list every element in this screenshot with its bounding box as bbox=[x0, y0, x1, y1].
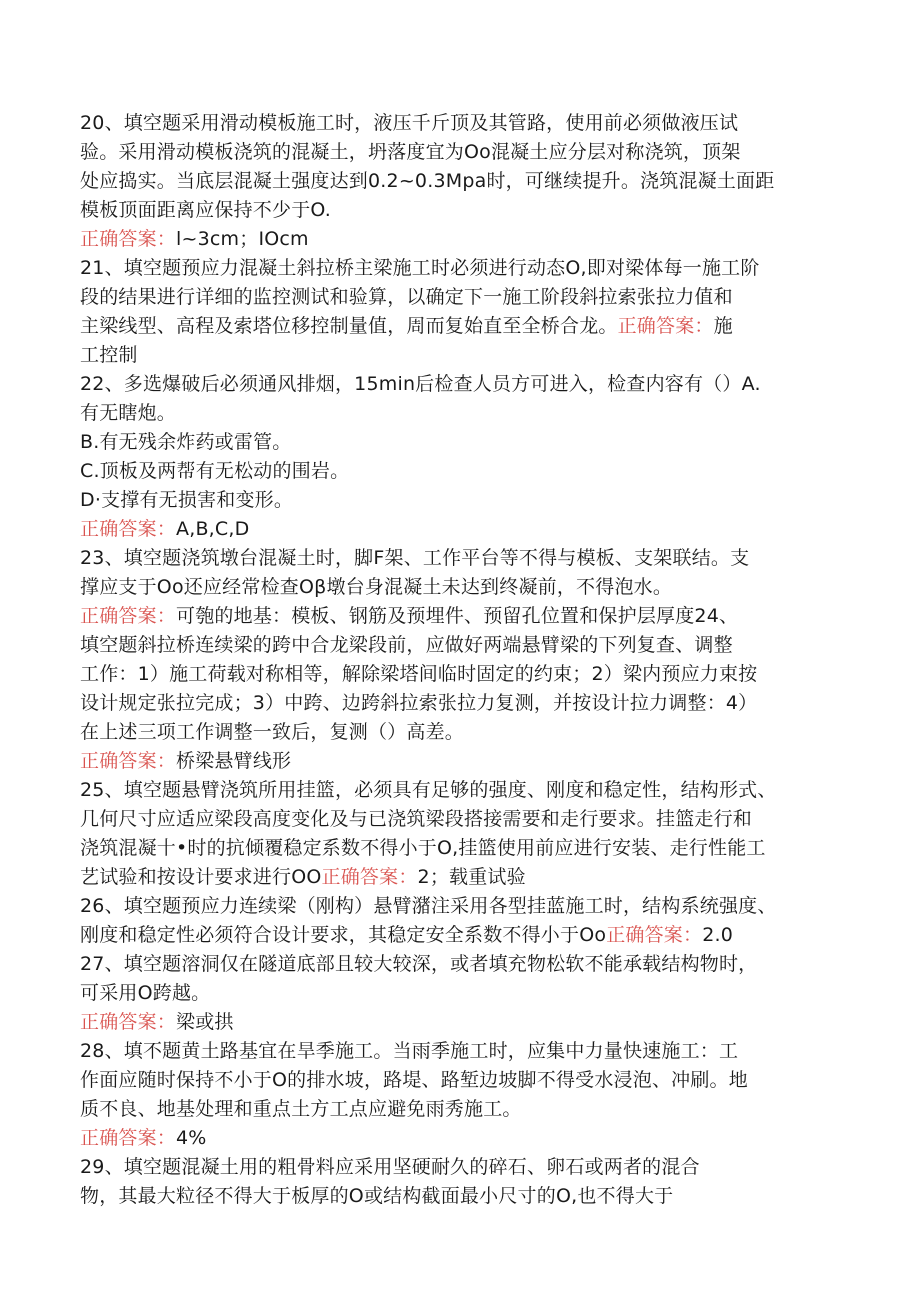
text-line: 在上述三项工作调整一致后，复测（）高差。 bbox=[80, 721, 465, 743]
answer-value: 2.0 bbox=[702, 924, 734, 946]
text-line: 设计规定张拉完成；3）中跨、边跨斜拉索张拉力复测，并按设计拉力调整：4） bbox=[80, 692, 758, 714]
text-line: 几何尺寸应适应梁段高度变化及与已浇筑梁段搭接需要和走行要求。挂篮走行和 bbox=[80, 808, 753, 830]
answer-line bbox=[80, 1123, 207, 1153]
text-line bbox=[80, 311, 733, 341]
answer-line bbox=[80, 514, 249, 544]
option-line: B.有无残余炸药或雷管。 bbox=[80, 431, 292, 453]
answer-label: 正确答案： bbox=[80, 1011, 177, 1033]
answer-line bbox=[80, 1007, 234, 1037]
text-line: 28、填不题黄土路基宜在旱季施工。当雨季施工时，应集中力量快速施工：工 bbox=[80, 1040, 739, 1062]
text-line: 25、填空题悬臂浇筑所用挂篮，必须具有足够的强度、刚度和稳定性，结构形式、 bbox=[80, 779, 777, 801]
text-line: 23、填空题浇筑墩台混凝土时，脚F架、工作平台等不得与模板、支架联结。支 bbox=[80, 547, 750, 569]
answer-label: 正确答案： bbox=[617, 315, 714, 337]
question-text: 刚度和稳定性必须符合设计要求，其稳定安全系数不得小于Oo bbox=[80, 924, 607, 946]
answer-value: l~3cm；IOcm bbox=[176, 228, 309, 250]
text-line: 21、填空题预应力混凝土斜拉桥主梁施工时必须进行动态O,即对梁体每一施工阶 bbox=[80, 257, 760, 279]
text-line bbox=[80, 920, 733, 950]
answer-line bbox=[80, 224, 309, 254]
text-line: 可采用O跨越。 bbox=[80, 982, 211, 1004]
answer-value: 2；载重试验 bbox=[417, 866, 526, 888]
answer-line bbox=[80, 746, 291, 776]
answer-label: 正确答案： bbox=[606, 924, 703, 946]
answer-line bbox=[80, 601, 738, 631]
text-line: 26、填空题预应力连续梁（刚构）悬臂潴注采用各型挂蓝施工时，结构系统强度、 bbox=[80, 895, 777, 917]
text-line: 验。采用滑动模板浇筑的混凝土，坍落度宜为Oo混凝土应分层对称浇筑，顶架 bbox=[80, 141, 741, 163]
answer-value: 可匏的地基：模板、钢筋及预埋件、预留孔位置和保护层厚度24、 bbox=[176, 605, 739, 627]
text-line: 模板顶面距离应保持不少于O. bbox=[80, 199, 332, 221]
text-line: 浇筑混凝十•时的抗倾覆稳定系数不得小于O,挂篮使用前应进行安装、走行性能工 bbox=[80, 837, 766, 859]
text-line: 27、填空题溶洞仅在隧道底部且较大较深，或者填充物松软不能承载结构物时， bbox=[80, 953, 758, 975]
option-line: C.顶板及两帮有无松动的围岩。 bbox=[80, 460, 350, 482]
answer-value: A,B,C,D bbox=[176, 518, 250, 540]
text-line: 29、填空题混凝土用的粗骨料应采用坚硬耐久的碎石、卵石或两者的混合 bbox=[80, 1156, 700, 1178]
text-line: 20、填空题采用滑动模板施工时，液压千斤顶及其管路，使用前必须做液压试 bbox=[80, 112, 739, 134]
answer-label: 正确答案： bbox=[80, 750, 177, 772]
option-line: D·支撑有无损害和变形。 bbox=[80, 489, 294, 511]
text-line: 22、多选爆破后必须通风排烟，15min后检查人员方可进入，检查内容有（）A. bbox=[80, 373, 761, 395]
answer-value: 施 bbox=[713, 315, 733, 337]
text-line: 物，其最大粒径不得大于板厚的O或结构截面最小尺寸的O,也不得大于 bbox=[80, 1185, 674, 1207]
text-line: 撑应支于Oo还应经常检查Oβ墩台身混凝土未达到终凝前，不得泡水。 bbox=[80, 576, 673, 598]
text-line: 有无瞎炮。 bbox=[80, 402, 177, 424]
answer-value: 4% bbox=[176, 1127, 207, 1149]
answer-label: 正确答案： bbox=[80, 1127, 177, 1149]
answer-value-line: 工控制 bbox=[80, 344, 138, 366]
text-line: 质不良、地基处理和重点土方工点应避免雨秀施工。 bbox=[80, 1098, 522, 1120]
answer-label: 正确答案： bbox=[80, 228, 177, 250]
answer-label: 正确答案： bbox=[80, 605, 177, 627]
question-text: 艺试验和按设计要求进行OO bbox=[80, 866, 322, 888]
text-line bbox=[80, 862, 526, 892]
question-text: 主梁线型、高程及索塔位移控制量值，周而复始直至全桥合龙。 bbox=[80, 315, 618, 337]
text-line: 段的结果进行详细的监控测试和验算，以确定下一施工阶段斜拉索张拉力值和 bbox=[80, 286, 733, 308]
answer-value: 梁或拱 bbox=[176, 1011, 234, 1033]
text-line: 工作：1）施工荷载对称相等，解除梁塔间临时固定的约束；2）梁内预应力束按 bbox=[80, 663, 758, 685]
answer-label: 正确答案： bbox=[80, 518, 177, 540]
text-line: 作面应随时保持不小于O的排水坡，路堤、路堑边坡脚不得受水浸泡、冲刷。地 bbox=[80, 1069, 748, 1091]
text-line: 填空题斜拉桥连续梁的跨中合龙梁段前，应做好两端悬臂梁的下列复查、调整 bbox=[80, 634, 733, 656]
text-line: 处应捣实。当底层混凝土强度达到0.2~0.3Mpa时，可继续提升。浇筑混凝土面距 bbox=[80, 170, 775, 192]
answer-label: 正确答案： bbox=[321, 866, 418, 888]
answer-value: 桥梁悬臂线形 bbox=[176, 750, 292, 772]
